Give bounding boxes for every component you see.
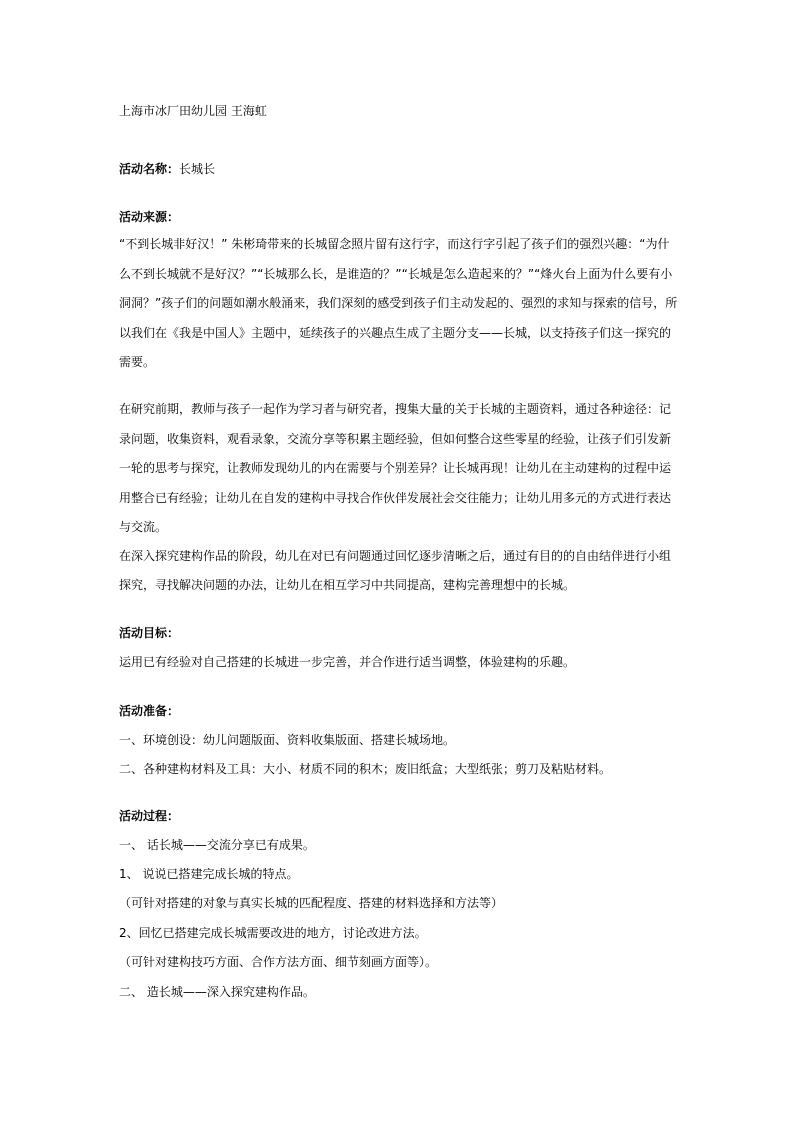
source-paragraph1-line: 洞洞？”孩子们的问题如潮水般涌来，我们深刻的感受到孩子们主动发起的、强烈的求知与探索的信号，所 bbox=[119, 296, 678, 310]
process-item: （可针对搭建的对象与真实长城的匹配程度、搭建的材料选择和方法等） bbox=[119, 896, 504, 910]
activity-preparation-heading: 活动准备： bbox=[119, 704, 180, 718]
preparation-item: 一、环境创设：幼儿问题版面、资料收集版面、搭建长城场地。 bbox=[119, 733, 456, 747]
source-paragraph2-line: 一轮的思考与探究，让教师发现幼儿的内在需要与个别差异？让长城再现！让幼儿在主动建构的过程中运 bbox=[119, 461, 672, 475]
process-item: 2、回忆已搭建完成长城需要改进的地方，讨论改进方法。 bbox=[119, 926, 427, 940]
source-paragraph1-line: 以我们在《我是中国人》主题中，延续孩子的兴趣点生成了主题分支——长城，以支持孩子们这一探究的 bbox=[119, 326, 672, 340]
source-paragraph2-line: 录问题，收集资料，观看录象，交流分享等积累主题经验，但如何整合这些零星的经验，让孩子们引发新 bbox=[119, 432, 672, 446]
author-line: 上海市冰厂田幼儿园 王海虹 bbox=[119, 104, 267, 118]
process-item: （可针对建构技巧方面、合作方法方面、细节刻画方面等）。 bbox=[119, 955, 438, 969]
source-paragraph2-line: 用整合已有经验；让幼儿在自发的建构中寻找合作伙伴发展社会交往能力；让幼儿用多元的方式进行表达 bbox=[119, 491, 672, 505]
activity-goal-text: 运用已有经验对自己搭建的长城进一步完善，并合作进行适当调整，体验建构的乐趣。 bbox=[119, 655, 576, 669]
activity-name-value: 长城长 bbox=[179, 162, 216, 176]
process-item: 一、 话长城——交流分享已有成果。 bbox=[119, 838, 315, 852]
activity-name-row bbox=[119, 161, 215, 177]
source-paragraph1-line: 么不到长城就不是好汉？”“长城那么长，是谁造的？”“长城是怎么造起来的？”“烽火台上面为什么要有小 bbox=[119, 267, 673, 281]
source-paragraph1-line: 需要。 bbox=[119, 355, 156, 369]
source-paragraph2-line: 在研究前期，教师与孩子一起作为学习者与研究者，搜集大量的关于长城的主题资料，通过各种途径：记 bbox=[119, 402, 672, 416]
source-paragraph3-line: 探究，寻找解决问题的办法，让幼儿在相互学习中共同提高，建构完善理想中的长城。 bbox=[119, 578, 576, 592]
activity-source-heading: 活动来源： bbox=[119, 210, 180, 224]
source-paragraph3-line: 在深入探究建构作品的阶段，幼儿在对已有问题通过回忆逐步清晰之后，通过有目的的自由结伴进行小组 bbox=[119, 549, 672, 563]
activity-name-label: 活动名称： bbox=[119, 162, 180, 176]
preparation-item: 二、各种建构材料及工具：大小、材质不同的积木；废旧纸盒；大型纸张；剪刀及粘贴材料。 bbox=[119, 762, 612, 776]
activity-goal-heading: 活动目标： bbox=[119, 626, 180, 640]
activity-process-heading: 活动过程： bbox=[119, 809, 180, 823]
process-item: 二、 造长城——深入探究建构作品。 bbox=[119, 985, 315, 999]
source-paragraph1-line: “不到长城非好汉！” 朱彬琦带来的长城留念照片留有这行字，而这行字引起了孩子们的强烈兴趣：“为什 bbox=[119, 237, 670, 251]
source-paragraph2-line: 与交流。 bbox=[119, 520, 168, 534]
process-item: 1、 说说已搭建完成长城的特点。 bbox=[119, 867, 299, 881]
